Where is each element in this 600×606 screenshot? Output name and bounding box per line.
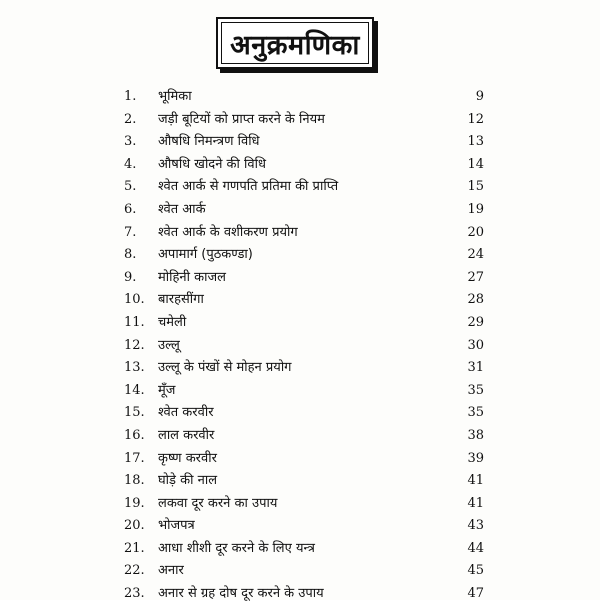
- toc-entry-page-number: 28: [467, 292, 484, 308]
- toc-entry-page-number: 29: [467, 314, 484, 330]
- toc-entry-title: घोड़े की नाल: [158, 473, 218, 489]
- heading-box: [216, 17, 374, 69]
- toc-entry-page-number: 41: [467, 473, 484, 489]
- toc-entry-title: लाल करवीर: [158, 427, 215, 443]
- toc-entry-page-number: 38: [467, 427, 484, 443]
- toc-entry-number: 13.: [124, 360, 145, 376]
- toc-entry-title: अपामार्ग (पुठकण्डा): [158, 247, 253, 263]
- toc-entry-page-number: 19: [467, 201, 484, 217]
- toc-entry-title: श्वेत आर्क से गणपति प्रतिमा की प्राप्ति: [158, 179, 339, 195]
- toc-entry: [124, 199, 484, 222]
- toc-entry: [124, 470, 484, 493]
- toc-entry: [124, 312, 484, 335]
- toc-entry-title: चमेली: [158, 314, 187, 330]
- toc-entry: [124, 402, 484, 425]
- toc-entry-page-number: 35: [467, 382, 484, 398]
- toc-entry-title: जड़ी बूटियों को प्राप्त करने के नियम: [158, 111, 325, 127]
- toc-entry: [124, 289, 484, 312]
- toc-entry: [124, 244, 484, 267]
- toc-entry-number: 1.: [124, 89, 137, 104]
- toc-entry-page-number: 15: [467, 179, 484, 195]
- toc-entry-title: मूँज: [158, 382, 176, 398]
- toc-entry-page-number: 43: [467, 518, 484, 534]
- toc-entry-title: मोहिनी काजल: [158, 269, 226, 285]
- toc-entry: [124, 583, 484, 606]
- toc-entry-number: 20.: [124, 518, 145, 534]
- toc-entry-page-number: 12: [467, 111, 484, 127]
- toc-entry-title: श्वेत आर्क के वशीकरण प्रयोग: [158, 224, 298, 240]
- toc-entry: [124, 357, 484, 380]
- toc-entry-number: 22.: [124, 563, 145, 579]
- toc-entry: [124, 493, 484, 516]
- toc-entry-page-number: 24: [467, 247, 484, 263]
- toc-entry-title: अनार से ग्रह दोष दूर करने के उपाय: [158, 586, 324, 602]
- toc-entry-page-number: 44: [467, 540, 484, 556]
- toc-entry-page-number: 31: [467, 360, 484, 376]
- toc-entry-page-number: 45: [467, 563, 484, 579]
- toc-entry-number: 4.: [124, 156, 137, 172]
- toc-entry-number: 23.: [124, 586, 145, 602]
- toc-entry-title: भोजपत्र: [158, 518, 195, 534]
- toc-entry: [124, 538, 484, 561]
- toc-entry-page-number: 14: [467, 156, 484, 172]
- toc-entry-title: भूमिका: [158, 89, 192, 104]
- toc-entry-number: 12.: [124, 337, 145, 353]
- toc-entry: [124, 154, 484, 177]
- toc-entry-title: कृष्ण करवीर: [158, 450, 217, 466]
- table-of-contents: [124, 86, 484, 606]
- toc-entry-page-number: 27: [467, 269, 484, 285]
- toc-entry-number: 5.: [124, 179, 137, 195]
- toc-entry-title: औषधि निमन्त्रण विधि: [158, 134, 260, 150]
- toc-entry: [124, 515, 484, 538]
- toc-entry-page-number: 30: [467, 337, 484, 353]
- toc-entry-title: श्वेत करवीर: [158, 405, 214, 421]
- toc-entry-number: 15.: [124, 405, 145, 421]
- toc-entry-title: आधा शीशी दूर करने के लिए यन्त्र: [158, 540, 315, 556]
- toc-entry-number: 18.: [124, 473, 145, 489]
- toc-entry-title: लकवा दूर करने का उपाय: [158, 495, 278, 511]
- toc-entry-number: 21.: [124, 540, 145, 556]
- toc-entry: [124, 267, 484, 290]
- toc-entry-page-number: 13: [467, 134, 484, 150]
- toc-entry-page-number: 35: [467, 405, 484, 421]
- toc-entry-page-number: 9: [475, 89, 484, 104]
- toc-entry: [124, 109, 484, 132]
- toc-entry-number: 16.: [124, 427, 145, 443]
- toc-entry-number: 11.: [124, 314, 145, 330]
- page-title: अनुक्रमणिका: [230, 29, 360, 61]
- toc-entry-number: 9.: [124, 269, 137, 285]
- toc-entry-page-number: 47: [467, 586, 484, 602]
- toc-entry-number: 10.: [124, 292, 145, 308]
- toc-entry-page-number: 20: [467, 224, 484, 240]
- toc-entry: [124, 560, 484, 583]
- toc-entry: [124, 335, 484, 358]
- toc-entry: [124, 448, 484, 471]
- toc-entry-page-number: 39: [467, 450, 484, 466]
- toc-entry-number: 2.: [124, 111, 137, 127]
- toc-entry: [124, 176, 484, 199]
- toc-entry-title: अनार: [158, 563, 184, 579]
- toc-entry-number: 8.: [124, 247, 137, 263]
- toc-entry-title: श्वेत आर्क: [158, 201, 206, 217]
- toc-entry: [124, 380, 484, 403]
- toc-entry-number: 14.: [124, 382, 145, 398]
- toc-entry-page-number: 41: [467, 495, 484, 511]
- toc-entry: [124, 86, 484, 109]
- toc-entry: [124, 425, 484, 448]
- toc-entry-number: 6.: [124, 201, 137, 217]
- toc-entry-number: 7.: [124, 224, 137, 240]
- toc-entry: [124, 131, 484, 154]
- toc-entry-number: 17.: [124, 450, 145, 466]
- toc-entry-title: औषधि खोदने की विधि: [158, 156, 266, 172]
- toc-entry-number: 3.: [124, 134, 137, 150]
- toc-entry-number: 19.: [124, 495, 145, 511]
- toc-entry-title: उल्लू के पंखों से मोहन प्रयोग: [158, 360, 292, 376]
- toc-entry-title: बारहसींगा: [158, 292, 204, 308]
- toc-entry: [124, 222, 484, 245]
- toc-entry-title: उल्लू: [158, 337, 180, 353]
